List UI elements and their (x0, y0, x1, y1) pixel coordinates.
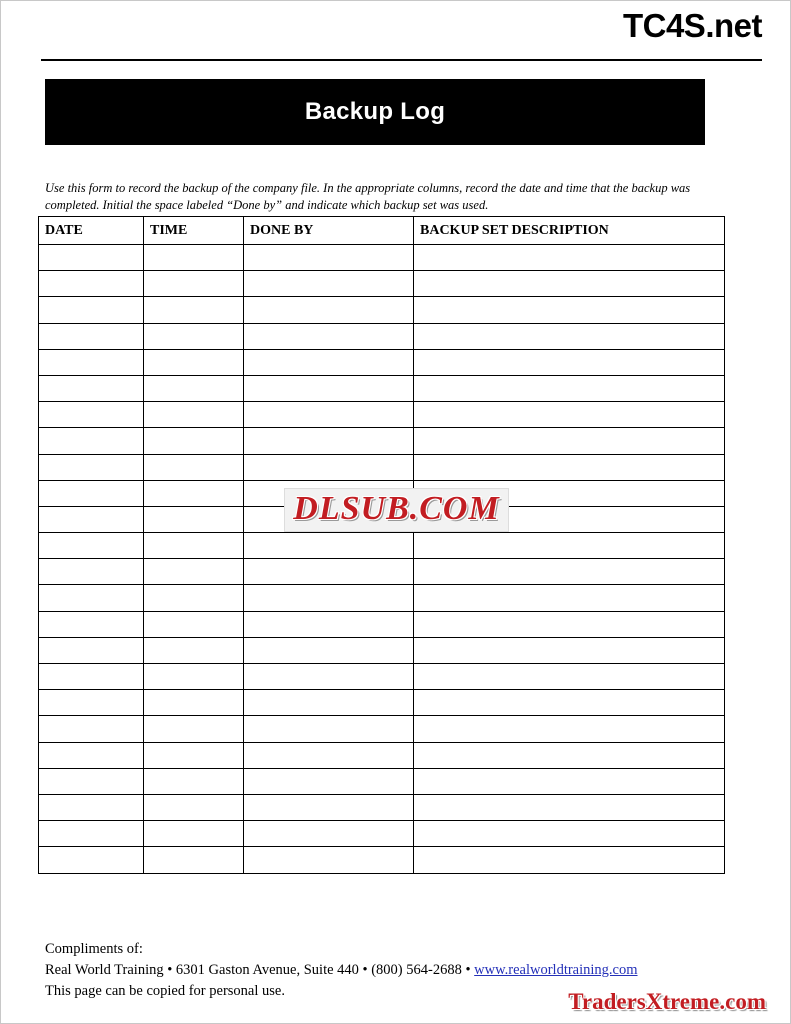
table-row (39, 690, 725, 716)
table-cell[interactable] (39, 323, 144, 349)
table-cell[interactable] (414, 768, 725, 794)
header-brand-text: TC4S.net (622, 7, 762, 44)
table-cell[interactable] (144, 297, 244, 323)
table-cell[interactable] (39, 585, 144, 611)
table-row (39, 454, 725, 480)
table-cell[interactable] (414, 821, 725, 847)
table-cell[interactable] (414, 297, 725, 323)
table-row (39, 323, 725, 349)
table-cell[interactable] (144, 506, 244, 532)
table-cell[interactable] (39, 349, 144, 375)
column-header-done-by: DONE BY (244, 217, 414, 245)
table-cell[interactable] (244, 559, 414, 585)
table-cell[interactable] (144, 690, 244, 716)
table-cell[interactable] (244, 349, 414, 375)
table-cell[interactable] (244, 664, 414, 690)
table-cell[interactable] (244, 402, 414, 428)
table-cell[interactable] (144, 637, 244, 663)
table-cell[interactable] (39, 245, 144, 271)
table-cell[interactable] (144, 454, 244, 480)
table-cell[interactable] (144, 821, 244, 847)
table-cell[interactable] (244, 271, 414, 297)
table-cell[interactable] (144, 768, 244, 794)
table-body (39, 245, 725, 874)
table-cell[interactable] (39, 559, 144, 585)
table-cell[interactable] (414, 323, 725, 349)
table-cell[interactable] (414, 611, 725, 637)
table-row (39, 506, 725, 532)
header-brand (623, 9, 762, 44)
table-cell[interactable] (144, 716, 244, 742)
table-cell[interactable] (144, 271, 244, 297)
table-cell[interactable] (39, 297, 144, 323)
table-cell[interactable] (39, 271, 144, 297)
table-cell[interactable] (39, 847, 144, 873)
table-row (39, 375, 725, 401)
table-header (39, 217, 725, 245)
table-cell[interactable] (244, 506, 414, 532)
table-header-row (39, 217, 725, 245)
table-cell[interactable] (414, 402, 725, 428)
table-cell[interactable] (244, 323, 414, 349)
table-row (39, 768, 725, 794)
table-cell[interactable] (244, 428, 414, 454)
table-row (39, 637, 725, 663)
table-cell[interactable] (144, 664, 244, 690)
title-bar (45, 79, 705, 145)
table-cell[interactable] (39, 664, 144, 690)
table-row (39, 611, 725, 637)
table-row (39, 585, 725, 611)
table-cell[interactable] (414, 716, 725, 742)
table-cell[interactable] (414, 506, 725, 532)
table-cell[interactable] (144, 375, 244, 401)
backup-log-table (38, 216, 725, 874)
table-cell[interactable] (244, 690, 414, 716)
table-cell[interactable] (39, 690, 144, 716)
table-cell[interactable] (144, 428, 244, 454)
footer-compliments: Compliments of: (45, 941, 143, 957)
table-cell[interactable] (144, 585, 244, 611)
table-cell[interactable] (414, 637, 725, 663)
table-cell[interactable] (39, 454, 144, 480)
table-cell[interactable] (414, 533, 725, 559)
table-cell[interactable] (144, 847, 244, 873)
table-cell[interactable] (414, 690, 725, 716)
table-cell[interactable] (414, 664, 725, 690)
table-cell[interactable] (144, 349, 244, 375)
table-cell[interactable] (39, 821, 144, 847)
table-cell[interactable] (244, 821, 414, 847)
intro-paragraph: Use this form to record the backup of the company file. In the appropriate columns, record the date and time that the backup was completed. Initial the space labeled “Done by” and indicate which backup set was used. (45, 180, 691, 212)
column-header-date: DATE (39, 217, 144, 245)
table-cell[interactable] (144, 533, 244, 559)
table-cell[interactable] (39, 716, 144, 742)
table-cell[interactable] (39, 611, 144, 637)
header-divider (41, 59, 762, 61)
table-cell[interactable] (144, 323, 244, 349)
table-cell[interactable] (244, 533, 414, 559)
table-cell[interactable] (414, 349, 725, 375)
table-cell[interactable] (39, 768, 144, 794)
table-cell[interactable] (244, 637, 414, 663)
table-cell[interactable] (144, 402, 244, 428)
table-cell[interactable] (39, 794, 144, 820)
table-row (39, 821, 725, 847)
table-cell[interactable] (39, 375, 144, 401)
table-cell[interactable] (144, 559, 244, 585)
table-cell[interactable] (144, 611, 244, 637)
table-row (39, 847, 725, 873)
table-cell[interactable] (414, 847, 725, 873)
column-header-time: TIME (144, 217, 244, 245)
table-row (39, 742, 725, 768)
column-header-backup-set-description: BACKUP SET DESCRIPTION (414, 217, 725, 245)
table-cell[interactable] (414, 454, 725, 480)
table-cell[interactable] (244, 794, 414, 820)
table-cell[interactable] (244, 454, 414, 480)
table-row (39, 271, 725, 297)
table-cell[interactable] (39, 742, 144, 768)
table-cell[interactable] (244, 611, 414, 637)
footer-contact-text: Real World Training • 6301 Gaston Avenue, Suite 440 • (800) 564-2688 • (45, 962, 475, 979)
table-row (39, 428, 725, 454)
table-cell[interactable] (414, 585, 725, 611)
table-cell[interactable] (244, 742, 414, 768)
footer-website-link[interactable]: www.realworldtraining.com (474, 962, 638, 979)
table-row (39, 559, 725, 585)
table-cell[interactable] (244, 245, 414, 271)
watermark-text: DLSUB.COM (284, 488, 508, 532)
table-cell[interactable] (144, 245, 244, 271)
table-cell[interactable] (39, 637, 144, 663)
table-row (39, 716, 725, 742)
table-cell[interactable] (414, 742, 725, 768)
table-cell[interactable] (244, 480, 414, 506)
table-cell[interactable] (414, 480, 725, 506)
table-cell[interactable] (39, 533, 144, 559)
table-cell[interactable] (39, 428, 144, 454)
table-cell[interactable] (414, 559, 725, 585)
footer-brand: TradersXtreme.com (568, 989, 766, 1014)
table-cell[interactable] (244, 585, 414, 611)
table-cell[interactable] (39, 480, 144, 506)
table-row (39, 480, 725, 506)
page-title: Backup Log (304, 98, 446, 125)
table-cell[interactable] (39, 506, 144, 532)
table-row (39, 297, 725, 323)
table-cell[interactable] (39, 402, 144, 428)
table-cell[interactable] (144, 742, 244, 768)
table-cell[interactable] (414, 794, 725, 820)
table-row (39, 794, 725, 820)
table-cell[interactable] (244, 716, 414, 742)
table-row (39, 349, 725, 375)
footer-contact-line (45, 960, 725, 981)
table-row (39, 533, 725, 559)
table-cell[interactable] (144, 794, 244, 820)
table-cell[interactable] (244, 297, 414, 323)
table-row (39, 402, 725, 428)
table-cell[interactable] (414, 245, 725, 271)
table-cell[interactable] (144, 480, 244, 506)
table-row (39, 664, 725, 690)
footer-usage-note: This page can be copied for personal use. (45, 983, 285, 1000)
table-cell[interactable] (244, 847, 414, 873)
table-cell[interactable] (244, 768, 414, 794)
table-cell[interactable] (414, 428, 725, 454)
table-cell[interactable] (414, 271, 725, 297)
table-cell[interactable] (244, 375, 414, 401)
table-cell[interactable] (414, 375, 725, 401)
table-row (39, 245, 725, 271)
